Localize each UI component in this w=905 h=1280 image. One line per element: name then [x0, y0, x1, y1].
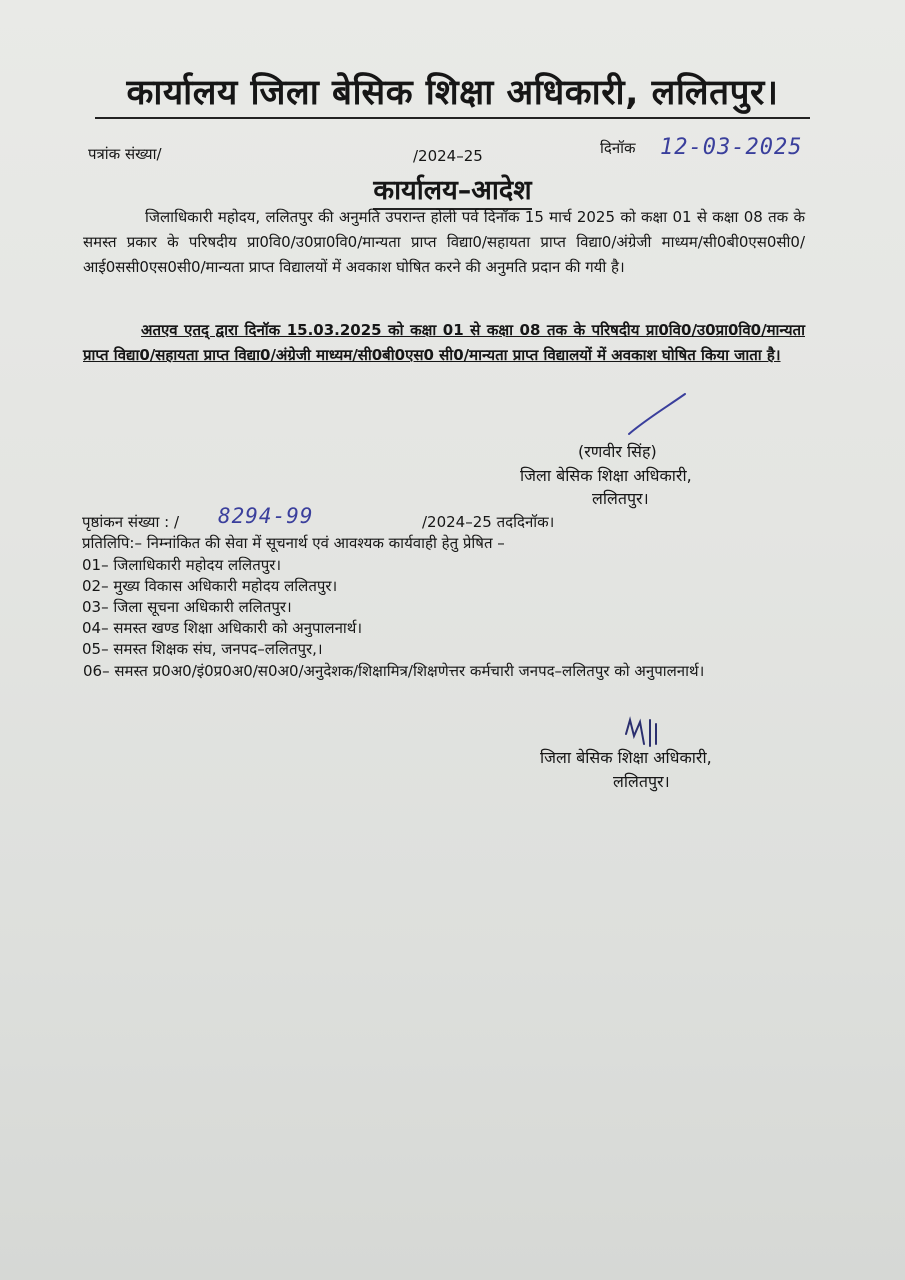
handwritten-date: 12-03-2025	[660, 135, 803, 160]
order-paragraph-1: जिलाधिकारी महोदय, ललितपुर की अनुमति उपरान्त होली पर्व दिनॉक 15 मार्च 2025 को कक्षा 01 से कक्षा 08 तक के समस्त प्रकार के परिषदीय प्रा0वि0/उ0प्रा0वि0/मान्यता प्राप्त विद्या0/सहायता प्राप्त विद्या0/अंग्रेजी माध्यम/सी0बी0एस0सी0/आई0ससी0एस0सी0/मान्यता प्राप्त विद्यालयों में अवकाश घोषित करने की अनुमति प्रदान की गयी है।	[83, 208, 805, 276]
office-header: कार्यालय जिला बेसिक शिक्षा अधिकारी, ललितपुर।	[126, 73, 779, 113]
signature-mark-1	[625, 390, 695, 440]
copy-item: 04– समस्त खण्ड शिक्षा अधिकारी को अनुपालनार्थ।	[82, 619, 363, 637]
endorsement-number: 8294-99	[218, 504, 314, 528]
date-label: दिनॉक	[600, 139, 636, 157]
reference-label: पत्रांक संख्या/	[88, 145, 162, 163]
endorsement-session: /2024–25 तददिनॉक।	[422, 513, 555, 531]
endorsement-label: पृष्ठांकन संख्या : /	[82, 513, 179, 531]
signature-mark-2	[620, 714, 670, 750]
officer-designation-2: जिला बेसिक शिक्षा अधिकारी,	[540, 748, 712, 767]
order-title: कार्यालय–आदेश	[0, 170, 905, 207]
copy-item: 03– जिला सूचना अधिकारी ललितपुर।	[82, 598, 292, 616]
officer-designation: जिला बेसिक शिक्षा अधिकारी,	[520, 466, 692, 485]
officer-place: ललितपुर।	[592, 489, 649, 508]
officer-place-2: ललितपुर।	[613, 772, 670, 791]
copy-item: 02– मुख्य विकास अधिकारी महोदय ललितपुर।	[82, 577, 338, 595]
copy-item: 01– जिलाधिकारी महोदय ललितपुर।	[82, 556, 282, 574]
copy-intro: प्रतिलिपि:– निम्नांकित की सेवा में सूचनार्थ एवं आवश्यक कार्यवाही हेतु प्रेषित –	[82, 534, 505, 552]
header-underline	[95, 117, 810, 119]
copy-item: 05– समस्त शिक्षक संघ, जनपद–ललितपुर,।	[82, 640, 323, 658]
reference-session: /2024–25	[413, 147, 483, 165]
officer-name: (रणवीर सिंह)	[578, 442, 657, 461]
order-paragraph-2: अतएव एतद् द्वारा दिनॉक 15.03.2025 को कक्षा 01 से कक्षा 08 तक के परिषदीय प्रा0वि0/उ0प्रा0वि0/मान्यता प्राप्त विद्या0/सहायता प्राप्त विद्या0/अंग्रेजी माध्यम/सी0बी0एस0 सी0/मान्यता प्राप्त विद्यालयों में अवकाश घोषित किया जाता है।	[83, 321, 805, 364]
copy-item: 06– समस्त प्र0अ0/इं0प्र0अ0/स0अ0/अनुदेशक/शिक्षामित्र/शिक्षणेत्तर कर्मचारी जनपद–ललितपुर को अनुपालनार्थ।	[83, 662, 705, 680]
